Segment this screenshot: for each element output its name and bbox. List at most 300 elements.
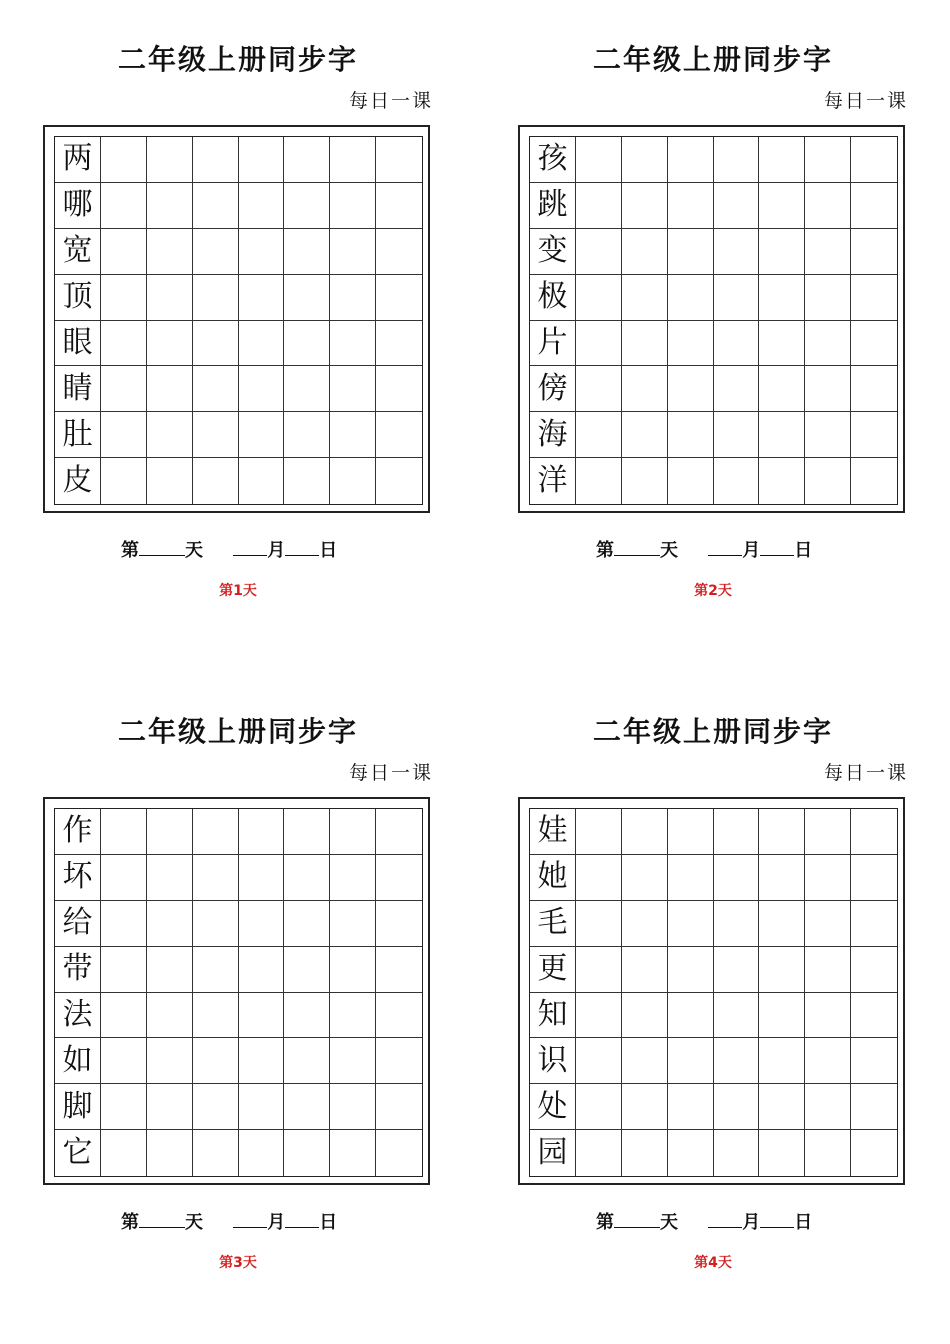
- date-line: [596, 1208, 812, 1234]
- writing-cell[interactable]: [376, 1038, 422, 1084]
- model-character: 两: [55, 137, 101, 183]
- writing-cell[interactable]: [622, 855, 668, 901]
- writing-cell[interactable]: [851, 855, 897, 901]
- writing-cell[interactable]: [147, 458, 193, 504]
- writing-cell[interactable]: [193, 901, 239, 947]
- model-character: 宽: [55, 229, 101, 275]
- date-di: 第: [121, 540, 139, 561]
- writing-cell[interactable]: [576, 137, 622, 183]
- writing-cell[interactable]: [805, 993, 851, 1039]
- writing-cell[interactable]: [851, 321, 897, 367]
- worksheet-day-3: [43, 672, 443, 1272]
- writing-cell[interactable]: [805, 1038, 851, 1084]
- writing-cell[interactable]: [668, 137, 714, 183]
- date-blank[interactable]: [760, 541, 794, 556]
- writing-cell[interactable]: [193, 1038, 239, 1084]
- writing-cell[interactable]: [759, 1038, 805, 1084]
- writing-cell[interactable]: [284, 229, 330, 275]
- writing-cell[interactable]: [239, 183, 285, 229]
- month-blank[interactable]: [233, 541, 267, 556]
- writing-cell[interactable]: [284, 366, 330, 412]
- writing-cell[interactable]: [284, 275, 330, 321]
- writing-cell[interactable]: [101, 321, 147, 367]
- writing-cell[interactable]: [576, 412, 622, 458]
- model-character: 跳: [530, 183, 576, 229]
- worksheet-day-1: [43, 0, 443, 600]
- writing-cell[interactable]: [851, 1038, 897, 1084]
- writing-cell[interactable]: [668, 229, 714, 275]
- writing-cell[interactable]: [239, 458, 285, 504]
- writing-cell[interactable]: [668, 993, 714, 1039]
- model-character: 哪: [55, 183, 101, 229]
- model-character: 洋: [530, 458, 576, 504]
- writing-cell[interactable]: [714, 366, 760, 412]
- writing-cell[interactable]: [193, 229, 239, 275]
- writing-cell[interactable]: [576, 809, 622, 855]
- model-character: 眼: [55, 321, 101, 367]
- practice-grid-frame: [518, 797, 905, 1185]
- writing-cell[interactable]: [759, 275, 805, 321]
- date-ri: 日: [319, 540, 338, 561]
- writing-cell[interactable]: [576, 901, 622, 947]
- writing-cell[interactable]: [147, 366, 193, 412]
- writing-cell[interactable]: [147, 137, 193, 183]
- writing-cell[interactable]: [668, 1130, 714, 1176]
- writing-cell[interactable]: [330, 1084, 376, 1130]
- writing-cell[interactable]: [805, 366, 851, 412]
- writing-cell[interactable]: [193, 1130, 239, 1176]
- worksheet-title: 二年级上册同步字: [117, 43, 358, 76]
- writing-cell[interactable]: [805, 809, 851, 855]
- writing-cell[interactable]: [193, 183, 239, 229]
- writing-cell[interactable]: [193, 137, 239, 183]
- writing-cell[interactable]: [376, 183, 422, 229]
- writing-cell[interactable]: [376, 947, 422, 993]
- date-tian: 天: [660, 540, 678, 561]
- writing-cell[interactable]: [759, 947, 805, 993]
- date-blank[interactable]: [285, 541, 319, 556]
- writing-cell[interactable]: [714, 1084, 760, 1130]
- writing-cell[interactable]: [668, 947, 714, 993]
- writing-cell[interactable]: [239, 321, 285, 367]
- writing-cell[interactable]: [239, 366, 285, 412]
- writing-cell[interactable]: [851, 412, 897, 458]
- writing-cell[interactable]: [101, 809, 147, 855]
- writing-cell[interactable]: [576, 183, 622, 229]
- writing-cell[interactable]: [239, 901, 285, 947]
- writing-cell[interactable]: [239, 137, 285, 183]
- writing-cell[interactable]: [330, 855, 376, 901]
- writing-cell[interactable]: [147, 412, 193, 458]
- writing-cell[interactable]: [330, 321, 376, 367]
- day-label: 第1天: [219, 583, 257, 599]
- writing-cell[interactable]: [576, 1038, 622, 1084]
- date-yue: 月: [742, 1212, 761, 1233]
- practice-grid: [529, 136, 898, 505]
- model-character: 它: [55, 1130, 101, 1176]
- writing-cell[interactable]: [668, 183, 714, 229]
- writing-cell[interactable]: [668, 1038, 714, 1084]
- practice-grid: [54, 136, 423, 505]
- model-character: 她: [530, 855, 576, 901]
- writing-cell[interactable]: [576, 321, 622, 367]
- writing-cell[interactable]: [376, 855, 422, 901]
- writing-cell[interactable]: [714, 137, 760, 183]
- writing-cell[interactable]: [147, 809, 193, 855]
- writing-cell[interactable]: [668, 275, 714, 321]
- writing-cell[interactable]: [851, 1084, 897, 1130]
- writing-cell[interactable]: [759, 458, 805, 504]
- writing-cell[interactable]: [714, 229, 760, 275]
- date-di: 第: [121, 1212, 139, 1233]
- writing-cell[interactable]: [622, 947, 668, 993]
- model-character: 法: [55, 993, 101, 1039]
- writing-cell[interactable]: [147, 229, 193, 275]
- writing-cell[interactable]: [284, 855, 330, 901]
- writing-cell[interactable]: [101, 229, 147, 275]
- writing-cell[interactable]: [576, 366, 622, 412]
- writing-cell[interactable]: [193, 993, 239, 1039]
- writing-cell[interactable]: [668, 1084, 714, 1130]
- writing-cell[interactable]: [576, 993, 622, 1039]
- writing-cell[interactable]: [330, 183, 376, 229]
- writing-cell[interactable]: [851, 458, 897, 504]
- writing-cell[interactable]: [759, 901, 805, 947]
- writing-cell[interactable]: [805, 901, 851, 947]
- writing-cell[interactable]: [101, 412, 147, 458]
- writing-cell[interactable]: [239, 275, 285, 321]
- practice-grid-frame: [43, 797, 430, 1185]
- writing-cell[interactable]: [147, 1084, 193, 1130]
- writing-cell[interactable]: [147, 1130, 193, 1176]
- date-ri: 日: [794, 1212, 813, 1233]
- model-character: 肚: [55, 412, 101, 458]
- model-character: 更: [530, 947, 576, 993]
- writing-cell[interactable]: [193, 1084, 239, 1130]
- writing-cell[interactable]: [101, 1130, 147, 1176]
- writing-cell[interactable]: [668, 366, 714, 412]
- writing-cell[interactable]: [330, 366, 376, 412]
- writing-cell[interactable]: [101, 275, 147, 321]
- writing-cell[interactable]: [851, 1130, 897, 1176]
- writing-cell[interactable]: [622, 1084, 668, 1130]
- writing-cell[interactable]: [147, 901, 193, 947]
- writing-cell[interactable]: [284, 1130, 330, 1176]
- writing-cell[interactable]: [759, 809, 805, 855]
- worksheet-subtitle: 每日一课: [823, 762, 908, 784]
- month-blank[interactable]: [708, 1213, 742, 1228]
- writing-cell[interactable]: [714, 183, 760, 229]
- writing-cell[interactable]: [193, 947, 239, 993]
- writing-cell[interactable]: [239, 993, 285, 1039]
- writing-cell[interactable]: [376, 412, 422, 458]
- worksheet-title: 二年级上册同步字: [592, 715, 833, 748]
- writing-cell[interactable]: [668, 901, 714, 947]
- writing-cell[interactable]: [622, 458, 668, 504]
- writing-cell[interactable]: [714, 1038, 760, 1084]
- day-number-blank[interactable]: [614, 1213, 660, 1228]
- writing-cell[interactable]: [147, 1038, 193, 1084]
- writing-cell[interactable]: [284, 809, 330, 855]
- writing-cell[interactable]: [714, 321, 760, 367]
- writing-cell[interactable]: [101, 901, 147, 947]
- writing-cell[interactable]: [101, 183, 147, 229]
- writing-cell[interactable]: [239, 1084, 285, 1130]
- writing-cell[interactable]: [101, 993, 147, 1039]
- practice-grid: [529, 808, 898, 1177]
- writing-cell[interactable]: [851, 137, 897, 183]
- writing-cell[interactable]: [622, 321, 668, 367]
- date-line: [596, 536, 812, 562]
- writing-cell[interactable]: [622, 1130, 668, 1176]
- writing-cell[interactable]: [805, 855, 851, 901]
- writing-cell[interactable]: [668, 458, 714, 504]
- writing-cell[interactable]: [622, 993, 668, 1039]
- model-character: 处: [530, 1084, 576, 1130]
- date-di: 第: [596, 540, 614, 561]
- writing-cell[interactable]: [193, 809, 239, 855]
- writing-cell[interactable]: [284, 137, 330, 183]
- writing-cell[interactable]: [576, 275, 622, 321]
- model-character: 海: [530, 412, 576, 458]
- writing-cell[interactable]: [284, 993, 330, 1039]
- writing-cell[interactable]: [284, 183, 330, 229]
- writing-cell[interactable]: [622, 901, 668, 947]
- writing-cell[interactable]: [330, 229, 376, 275]
- writing-cell[interactable]: [714, 275, 760, 321]
- writing-cell[interactable]: [805, 321, 851, 367]
- writing-cell[interactable]: [714, 458, 760, 504]
- writing-cell[interactable]: [805, 1084, 851, 1130]
- writing-cell[interactable]: [376, 1084, 422, 1130]
- writing-cell[interactable]: [805, 275, 851, 321]
- writing-cell[interactable]: [759, 993, 805, 1039]
- writing-cell[interactable]: [330, 137, 376, 183]
- writing-cell[interactable]: [668, 855, 714, 901]
- writing-cell[interactable]: [851, 993, 897, 1039]
- writing-cell[interactable]: [330, 275, 376, 321]
- writing-cell[interactable]: [805, 458, 851, 504]
- writing-cell[interactable]: [101, 947, 147, 993]
- writing-cell[interactable]: [714, 947, 760, 993]
- writing-cell[interactable]: [239, 1130, 285, 1176]
- writing-cell[interactable]: [101, 137, 147, 183]
- writing-cell[interactable]: [622, 809, 668, 855]
- model-character: 傍: [530, 366, 576, 412]
- worksheet-subtitle: 每日一课: [348, 90, 433, 112]
- writing-cell[interactable]: [330, 412, 376, 458]
- writing-cell[interactable]: [576, 229, 622, 275]
- model-character: 给: [55, 901, 101, 947]
- model-character: 极: [530, 275, 576, 321]
- month-blank[interactable]: [233, 1213, 267, 1228]
- writing-cell[interactable]: [759, 855, 805, 901]
- writing-cell[interactable]: [622, 137, 668, 183]
- writing-cell[interactable]: [193, 458, 239, 504]
- writing-cell[interactable]: [193, 366, 239, 412]
- writing-cell[interactable]: [759, 412, 805, 458]
- writing-cell[interactable]: [759, 183, 805, 229]
- model-character: 片: [530, 321, 576, 367]
- writing-cell[interactable]: [622, 1038, 668, 1084]
- day-label: 第3天: [219, 1255, 257, 1271]
- model-character: 孩: [530, 137, 576, 183]
- writing-cell[interactable]: [284, 1084, 330, 1130]
- writing-cell[interactable]: [622, 275, 668, 321]
- writing-cell[interactable]: [714, 855, 760, 901]
- writing-cell[interactable]: [101, 366, 147, 412]
- writing-cell[interactable]: [239, 412, 285, 458]
- writing-cell[interactable]: [805, 1130, 851, 1176]
- writing-cell[interactable]: [714, 901, 760, 947]
- writing-cell[interactable]: [284, 412, 330, 458]
- writing-cell[interactable]: [668, 321, 714, 367]
- month-blank[interactable]: [708, 541, 742, 556]
- worksheet-title: 二年级上册同步字: [117, 715, 358, 748]
- writing-cell[interactable]: [622, 229, 668, 275]
- writing-cell[interactable]: [147, 855, 193, 901]
- writing-cell[interactable]: [851, 183, 897, 229]
- model-character: 毛: [530, 901, 576, 947]
- date-yue: 月: [742, 540, 761, 561]
- writing-cell[interactable]: [759, 137, 805, 183]
- writing-cell[interactable]: [759, 366, 805, 412]
- writing-cell[interactable]: [376, 275, 422, 321]
- writing-cell[interactable]: [284, 947, 330, 993]
- writing-cell[interactable]: [330, 993, 376, 1039]
- model-character: 睛: [55, 366, 101, 412]
- writing-cell[interactable]: [376, 809, 422, 855]
- writing-cell[interactable]: [239, 947, 285, 993]
- writing-cell[interactable]: [147, 947, 193, 993]
- writing-cell[interactable]: [330, 947, 376, 993]
- writing-cell[interactable]: [101, 1038, 147, 1084]
- writing-cell[interactable]: [193, 412, 239, 458]
- writing-cell[interactable]: [193, 275, 239, 321]
- writing-cell[interactable]: [284, 321, 330, 367]
- model-character: 皮: [55, 458, 101, 504]
- writing-cell[interactable]: [805, 412, 851, 458]
- writing-cell[interactable]: [330, 901, 376, 947]
- writing-cell[interactable]: [759, 1130, 805, 1176]
- day-number-blank[interactable]: [139, 541, 185, 556]
- writing-cell[interactable]: [376, 229, 422, 275]
- writing-cell[interactable]: [376, 137, 422, 183]
- writing-cell[interactable]: [805, 229, 851, 275]
- date-line: [121, 536, 337, 562]
- model-character: 作: [55, 809, 101, 855]
- writing-cell[interactable]: [376, 458, 422, 504]
- writing-cell[interactable]: [239, 1038, 285, 1084]
- writing-cell[interactable]: [376, 321, 422, 367]
- day-number-blank[interactable]: [139, 1213, 185, 1228]
- writing-cell[interactable]: [851, 901, 897, 947]
- date-tian: 天: [185, 540, 203, 561]
- writing-cell[interactable]: [851, 366, 897, 412]
- writing-cell[interactable]: [622, 366, 668, 412]
- writing-cell[interactable]: [147, 993, 193, 1039]
- practice-grid-frame: [518, 125, 905, 513]
- writing-cell[interactable]: [576, 947, 622, 993]
- date-di: 第: [596, 1212, 614, 1233]
- writing-cell[interactable]: [147, 275, 193, 321]
- writing-cell[interactable]: [101, 1084, 147, 1130]
- worksheet-subtitle: 每日一课: [823, 90, 908, 112]
- model-character: 带: [55, 947, 101, 993]
- writing-cell[interactable]: [330, 458, 376, 504]
- day-number-blank[interactable]: [614, 541, 660, 556]
- writing-cell[interactable]: [805, 947, 851, 993]
- writing-cell[interactable]: [714, 1130, 760, 1176]
- writing-cell[interactable]: [147, 321, 193, 367]
- practice-grid: [54, 808, 423, 1177]
- model-character: 园: [530, 1130, 576, 1176]
- writing-cell[interactable]: [805, 183, 851, 229]
- writing-cell[interactable]: [239, 855, 285, 901]
- writing-cell[interactable]: [576, 1084, 622, 1130]
- writing-cell[interactable]: [239, 229, 285, 275]
- writing-cell[interactable]: [101, 855, 147, 901]
- writing-cell[interactable]: [376, 1130, 422, 1176]
- writing-cell[interactable]: [851, 947, 897, 993]
- date-yue: 月: [267, 540, 286, 561]
- writing-cell[interactable]: [376, 366, 422, 412]
- date-blank[interactable]: [760, 1213, 794, 1228]
- writing-cell[interactable]: [330, 809, 376, 855]
- date-line: [121, 1208, 337, 1234]
- writing-cell[interactable]: [284, 458, 330, 504]
- writing-cell[interactable]: [330, 1130, 376, 1176]
- writing-cell[interactable]: [714, 809, 760, 855]
- writing-cell[interactable]: [193, 855, 239, 901]
- model-character: 坏: [55, 855, 101, 901]
- writing-cell[interactable]: [759, 229, 805, 275]
- writing-cell[interactable]: [851, 809, 897, 855]
- date-blank[interactable]: [285, 1213, 319, 1228]
- writing-cell[interactable]: [576, 855, 622, 901]
- writing-cell[interactable]: [576, 458, 622, 504]
- writing-cell[interactable]: [376, 993, 422, 1039]
- writing-cell[interactable]: [851, 275, 897, 321]
- model-character: 知: [530, 993, 576, 1039]
- writing-cell[interactable]: [714, 412, 760, 458]
- writing-cell[interactable]: [239, 809, 285, 855]
- writing-cell[interactable]: [101, 458, 147, 504]
- writing-cell[interactable]: [805, 137, 851, 183]
- writing-cell[interactable]: [759, 321, 805, 367]
- writing-cell[interactable]: [622, 412, 668, 458]
- model-character: 变: [530, 229, 576, 275]
- day-label: 第4天: [694, 1255, 732, 1271]
- writing-cell[interactable]: [193, 321, 239, 367]
- writing-cell[interactable]: [851, 229, 897, 275]
- writing-cell[interactable]: [330, 1038, 376, 1084]
- writing-cell[interactable]: [668, 809, 714, 855]
- writing-cell[interactable]: [622, 183, 668, 229]
- model-character: 识: [530, 1038, 576, 1084]
- writing-cell[interactable]: [147, 183, 193, 229]
- writing-cell[interactable]: [576, 1130, 622, 1176]
- writing-cell[interactable]: [668, 412, 714, 458]
- model-character: 娃: [530, 809, 576, 855]
- writing-cell[interactable]: [759, 1084, 805, 1130]
- writing-cell[interactable]: [284, 1038, 330, 1084]
- day-label: 第2天: [694, 583, 732, 599]
- date-yue: 月: [267, 1212, 286, 1233]
- writing-cell[interactable]: [284, 901, 330, 947]
- writing-cell[interactable]: [376, 901, 422, 947]
- writing-cell[interactable]: [714, 993, 760, 1039]
